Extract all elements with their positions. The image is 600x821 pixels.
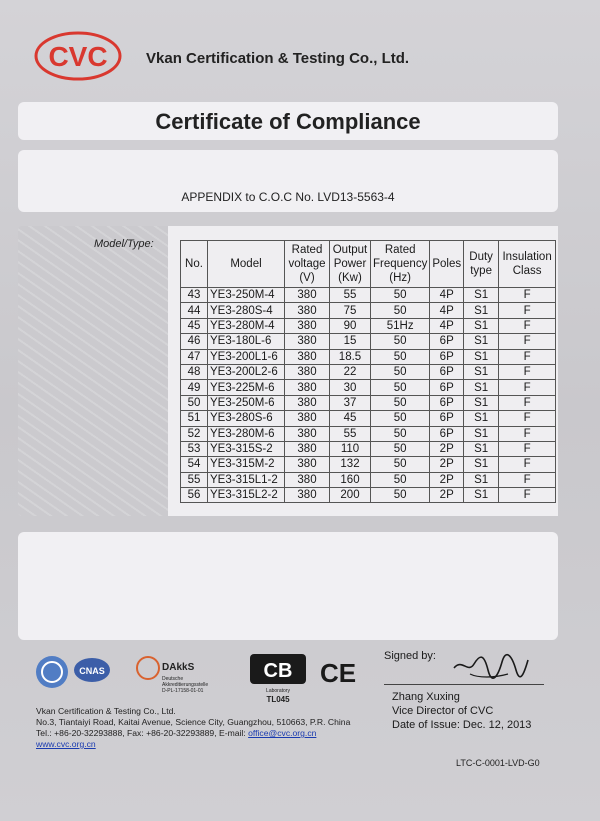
cell-model: YE3-280S-4: [208, 303, 285, 318]
cell-power: 15: [330, 334, 371, 349]
cell-model: YE3-250M-4: [208, 288, 285, 303]
cell-power: 30: [330, 380, 371, 395]
cell-no: 46: [181, 334, 208, 349]
table-row: [181, 364, 556, 379]
cell-poles: 6P: [430, 334, 464, 349]
cell-insulation: F: [499, 441, 556, 456]
table-row: [181, 303, 556, 318]
cell-frequency: 50: [371, 411, 430, 426]
cell-frequency: 51Hz: [371, 318, 430, 333]
cell-frequency: 50: [371, 472, 430, 487]
cell-poles: 4P: [430, 288, 464, 303]
cell-poles: 6P: [430, 349, 464, 364]
cell-poles: 4P: [430, 303, 464, 318]
handwritten-signature: [450, 644, 530, 684]
cell-power: 132: [330, 457, 371, 472]
cell-no: 47: [181, 349, 208, 364]
cell-voltage: 380: [285, 472, 330, 487]
table-header-row: [181, 241, 556, 288]
cnas-icon: [74, 658, 110, 682]
model-table-panel: [168, 226, 558, 516]
cell-duty: S1: [464, 334, 499, 349]
table-row: [181, 395, 556, 410]
cell-insulation: F: [499, 411, 556, 426]
company-name: Vkan Certification & Testing Co., Ltd.: [146, 50, 410, 67]
ilac-mra-icon: [36, 656, 68, 688]
cell-frequency: 50: [371, 380, 430, 395]
signature-line: [384, 684, 544, 685]
cell-power: 37: [330, 395, 371, 410]
cell-duty: S1: [464, 318, 499, 333]
cell-poles: 2P: [430, 457, 464, 472]
dakks-icon: [137, 657, 208, 694]
cell-insulation: F: [499, 288, 556, 303]
cell-insulation: F: [499, 380, 556, 395]
header-voltage: Rated voltage (V): [285, 241, 330, 288]
svg-text:Laboratory: Laboratory: [266, 688, 290, 694]
cell-model: YE3-180L-6: [208, 334, 285, 349]
cell-frequency: 50: [371, 488, 430, 503]
cell-model: YE3-315L2-2: [208, 488, 285, 503]
header-poles: Poles: [430, 241, 464, 288]
cell-model: YE3-200L1-6: [208, 349, 285, 364]
cell-duty: S1: [464, 472, 499, 487]
header-frequency: Rated Frequency (Hz): [371, 241, 430, 288]
cell-duty: S1: [464, 441, 499, 456]
certificate-title: Certificate of Compliance: [155, 109, 421, 134]
notes-panel: [18, 532, 558, 640]
header-insulation: Insulation Class: [499, 241, 556, 288]
email-link[interactable]: office@cvc.org.cn: [248, 728, 317, 738]
svg-text:CE: CE: [319, 658, 357, 688]
appendix-panel: [18, 150, 558, 212]
cell-insulation: F: [499, 349, 556, 364]
cell-power: 18.5: [330, 349, 371, 364]
cell-duty: S1: [464, 488, 499, 503]
cell-duty: S1: [464, 349, 499, 364]
cell-no: 51: [181, 411, 208, 426]
cell-insulation: F: [499, 488, 556, 503]
table-row: [181, 288, 556, 303]
cell-no: 50: [181, 395, 208, 410]
cell-poles: 6P: [430, 395, 464, 410]
cell-frequency: 50: [371, 395, 430, 410]
footer-contact: [36, 706, 350, 750]
cb-icon: [250, 654, 306, 704]
header-no: No.: [181, 241, 208, 288]
table-row: [181, 411, 556, 426]
cell-no: 54: [181, 457, 208, 472]
cell-voltage: 380: [285, 441, 330, 456]
cell-no: 48: [181, 364, 208, 379]
cell-insulation: F: [499, 395, 556, 410]
cell-model: YE3-280M-6: [208, 426, 285, 441]
cell-voltage: 380: [285, 457, 330, 472]
cell-poles: 6P: [430, 364, 464, 379]
cell-frequency: 50: [371, 349, 430, 364]
table-row: [181, 349, 556, 364]
cell-duty: S1: [464, 364, 499, 379]
cell-frequency: 50: [371, 441, 430, 456]
cell-power: 22: [330, 364, 371, 379]
cell-poles: 2P: [430, 472, 464, 487]
cell-no: 52: [181, 426, 208, 441]
title-panel: [18, 102, 558, 140]
cell-voltage: 380: [285, 395, 330, 410]
cell-model: YE3-225M-6: [208, 380, 285, 395]
svg-text:Deutsche: Deutsche: [162, 676, 184, 682]
header-power: Output Power (Kw): [330, 241, 371, 288]
cell-insulation: F: [499, 303, 556, 318]
table-row: [181, 457, 556, 472]
cell-model: YE3-315M-2: [208, 457, 285, 472]
cell-power: 160: [330, 472, 371, 487]
cell-insulation: F: [499, 426, 556, 441]
footer-phone-line: [36, 728, 350, 739]
appendix-reference: APPENDIX to C.O.C No. LVD13-5563-4: [181, 190, 395, 204]
signer-position: Vice Director of CVC: [392, 705, 494, 717]
cell-voltage: 380: [285, 288, 330, 303]
cell-poles: 2P: [430, 441, 464, 456]
svg-text:D-PL-17158-01-01: D-PL-17158-01-01: [162, 688, 204, 694]
cell-no: 44: [181, 303, 208, 318]
cell-insulation: F: [499, 334, 556, 349]
cell-frequency: 50: [371, 457, 430, 472]
cell-no: 53: [181, 441, 208, 456]
model-type-section: [18, 226, 558, 516]
footer-address: No.3, Tiantaiyi Road, Kaitai Avenue, Science City, Guangzhou, 510663, P.R. China: [36, 717, 351, 727]
model-table-body: [181, 288, 556, 503]
cell-power: 55: [330, 426, 371, 441]
table-row: [181, 488, 556, 503]
cell-duty: S1: [464, 411, 499, 426]
header-model: Model: [208, 241, 285, 288]
cell-model: YE3-280S-6: [208, 411, 285, 426]
document-code: LTC-C-0001-LVD-G0: [456, 758, 540, 768]
cell-frequency: 50: [371, 334, 430, 349]
table-row: [181, 380, 556, 395]
cell-duty: S1: [464, 457, 499, 472]
cell-insulation: F: [499, 457, 556, 472]
cell-voltage: 380: [285, 380, 330, 395]
table-row: [181, 441, 556, 456]
signed-by-label: Signed by:: [384, 650, 436, 662]
cell-duty: S1: [464, 288, 499, 303]
table-row: [181, 426, 556, 441]
cell-voltage: 380: [285, 411, 330, 426]
cell-power: 90: [330, 318, 371, 333]
cell-poles: 2P: [430, 488, 464, 503]
ce-mark-icon: [320, 658, 356, 688]
cell-no: 55: [181, 472, 208, 487]
cell-duty: S1: [464, 395, 499, 410]
svg-text:CNAS: CNAS: [79, 666, 105, 676]
accreditation-logos: [36, 650, 376, 710]
cell-poles: 6P: [430, 380, 464, 395]
cell-frequency: 50: [371, 288, 430, 303]
cell-voltage: 380: [285, 318, 330, 333]
table-row: [181, 334, 556, 349]
website-link[interactable]: www.cvc.org.cn: [36, 739, 96, 749]
footer-company: Vkan Certification & Testing Co., Ltd.: [36, 706, 176, 716]
issue-date: Date of Issue: Dec. 12, 2013: [392, 719, 532, 731]
cell-voltage: 380: [285, 334, 330, 349]
cell-poles: 6P: [430, 411, 464, 426]
cell-model: YE3-280M-4: [208, 318, 285, 333]
cell-voltage: 380: [285, 364, 330, 379]
cell-duty: S1: [464, 303, 499, 318]
cell-model: YE3-315L1-2: [208, 472, 285, 487]
svg-text:DAkkS: DAkkS: [162, 662, 195, 673]
cell-voltage: 380: [285, 349, 330, 364]
cvc-logo-icon: [34, 30, 122, 82]
model-type-label: Model/Type:: [94, 238, 154, 250]
svg-text:CVC: CVC: [48, 41, 108, 72]
svg-text:Akkreditierungsstelle: Akkreditierungsstelle: [162, 682, 209, 688]
cell-no: 45: [181, 318, 208, 333]
signer-info: [392, 690, 531, 732]
table-row: [181, 318, 556, 333]
cell-insulation: F: [499, 318, 556, 333]
cell-power: 55: [330, 288, 371, 303]
cell-insulation: F: [499, 364, 556, 379]
svg-text:CB: CB: [263, 660, 293, 682]
cell-insulation: F: [499, 472, 556, 487]
signer-name: Zhang Xuxing: [392, 691, 460, 703]
cell-frequency: 50: [371, 303, 430, 318]
cell-duty: S1: [464, 426, 499, 441]
svg-text:TL045: TL045: [266, 695, 290, 704]
cell-power: 200: [330, 488, 371, 503]
cell-no: 43: [181, 288, 208, 303]
cell-model: YE3-250M-6: [208, 395, 285, 410]
header-duty: Duty type: [464, 241, 499, 288]
header: [34, 30, 574, 90]
cell-no: 49: [181, 380, 208, 395]
cell-frequency: 50: [371, 426, 430, 441]
footer-phone: Tel.: +86-20-32293888, Fax: +86-20-32293889, E-mail:: [36, 728, 249, 738]
cell-voltage: 380: [285, 488, 330, 503]
cell-power: 45: [330, 411, 371, 426]
cell-power: 110: [330, 441, 371, 456]
cell-model: YE3-200L2-6: [208, 364, 285, 379]
cell-model: YE3-315S-2: [208, 441, 285, 456]
cell-frequency: 50: [371, 364, 430, 379]
cell-no: 56: [181, 488, 208, 503]
cell-voltage: 380: [285, 426, 330, 441]
cell-voltage: 380: [285, 303, 330, 318]
model-table: [180, 240, 556, 503]
cell-poles: 4P: [430, 318, 464, 333]
cell-power: 75: [330, 303, 371, 318]
table-row: [181, 472, 556, 487]
cell-duty: S1: [464, 380, 499, 395]
cell-poles: 6P: [430, 426, 464, 441]
